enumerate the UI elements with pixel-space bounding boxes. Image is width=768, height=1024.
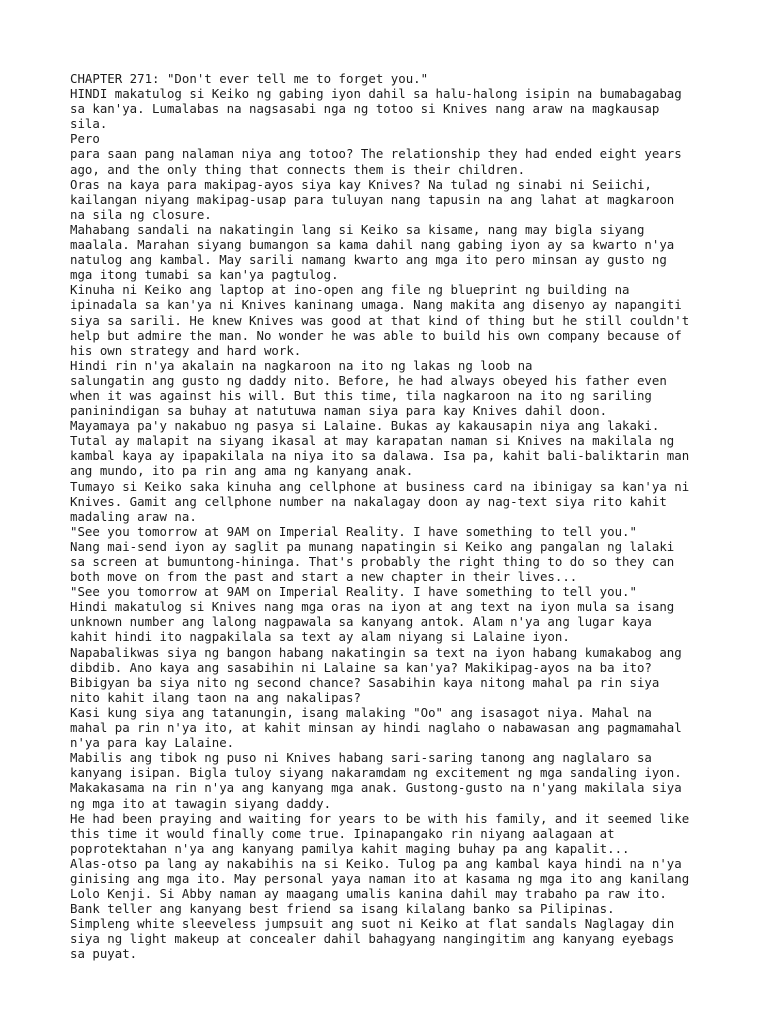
text-line: ago, and the only thing that connects them is their children. — [70, 161, 526, 177]
text-line: madaling araw na. — [70, 508, 197, 524]
text-line: Mayamaya pa'y nakabuo ng pasya si Lalaine. Bukas ay kakausapin niya ang lakaki. — [70, 418, 660, 434]
text-line: mahal pa rin n'ya ito, at kahit minsan ay hindi naglaho o nabawasan ang pagmamahal — [70, 720, 682, 736]
text-line: siya ng light makeup at concealer dahil bahagyang nangingitim ang kanyang eyebags — [70, 931, 675, 947]
text-line: salungatin ang gusto ng daddy nito. Before, he had always obeyed his father even — [70, 372, 667, 388]
text-line: n'ya para kay Lalaine. — [70, 735, 235, 751]
text-line: Tutal ay malapit na siyang ikasal at may karapatan naman si Knives na makilala ng — [70, 433, 675, 449]
text-line: ginising ang mga ito. May personal yaya naman ito at kasama ng mga ito ang kanilang — [70, 870, 690, 886]
text-line: both move on from the past and start a new chapter in their lives... — [70, 569, 578, 585]
text-line: paninindigan sa buhay at natutuwa naman siya para kay Knives dahil doon. — [70, 403, 608, 419]
text-line: ng mga ito at tawagin siyang daddy. — [70, 795, 332, 811]
text-line: Pero — [70, 131, 100, 147]
text-line: Nang mai-send iyon ay saglit pa munang napatingin si Keiko ang pangalan ng lalaki — [70, 538, 675, 554]
text-line: kailangan niyang makipag-usap para tuluyan nang tapusin na ang lahat at magkaroon — [70, 191, 675, 207]
text-line: kanyang isipan. Bigla tuloy siyang nakaramdam ng excitement ng mga sandaling iyon. — [70, 765, 682, 781]
text-line: ipinadala sa kan'ya ni Knives kaninang umaga. Nang makita ang disenyo ay napangiti — [70, 297, 682, 313]
text-line: maalala. Marahan siyang bumangon sa kama dahil nang gabing iyon ay sa kwarto n'ya — [70, 237, 675, 253]
text-line: Mahabang sandali na nakatingin lang si Keiko sa kisame, nang may bigla siyang — [70, 221, 645, 237]
text-line: Tumayo si Keiko saka kinuha ang cellphone at business card na ibinigay sa kan'ya ni — [70, 478, 690, 494]
text-line: "See you tomorrow at 9AM on Imperial Reality. I have something to tell you." — [70, 523, 637, 539]
text-line: Kasi kung siya ang tatanungin, isang malaking "Oo" ang isasagot niya. Mahal na — [70, 704, 652, 720]
text-line: Knives. Gamit ang cellphone number na nakalagay doon ay nag-text siya rito kahit — [70, 493, 667, 509]
text-line: Makakasama na rin n'ya ang kanyang mga anak. Gustong-gusto na n'yang makilala siya — [70, 780, 682, 796]
text-line: when it was against his will. But this time, tila nagkaroon na ito ng sariling — [70, 387, 652, 403]
text-line: Bibigyan ba siya nito ng second chance? Sasabihin kaya nitong mahal pa rin siya — [70, 674, 660, 690]
text-line: Bank teller ang kanyang best friend sa isang kilalang banko sa Pilipinas. — [70, 901, 615, 917]
text-line: Lolo Kenji. Si Abby naman ay maagang umalis kanina dahil may trabaho pa raw ito. — [70, 886, 667, 902]
text-line: He had been praying and waiting for years to be with his family, and it seemed like — [70, 810, 690, 826]
text-line: na sila ng closure. — [70, 206, 212, 222]
text-line: Hindi rin n'ya akalain na nagkaroon na ito ng lakas ng loob na — [70, 357, 533, 373]
text-line: Simpleng white sleeveless jumpsuit ang suot ni Keiko at flat sandals Naglagay din — [70, 916, 675, 932]
text-line: CHAPTER 271: "Don't ever tell me to forget you." — [70, 71, 429, 86]
text-line: Alas-otso pa lang ay nakabihis na si Keiko. Tulog pa ang kambal kaya hindi na n'ya — [70, 855, 682, 871]
text-line: Napabalikwas siya ng bangon habang nakatingin sa text na iyon habang kumakabog ang — [70, 644, 682, 660]
text-line: kambal kaya ay ipapakilala na niya ito sa dalawa. Isa pa, kahit bali-baliktarin man — [70, 448, 690, 464]
text-line: natulog ang kambal. May sarili namang kwarto ang mga ito pero minsan ay gusto ng — [70, 252, 667, 268]
text-line: Oras na kaya para makipag-ayos siya kay Knives? Na tulad ng sinabi ni Seiichi, — [70, 176, 652, 192]
text-line: kahit hindi ito nagpakilala sa text ay alam niyang si Lalaine iyon. — [70, 629, 570, 645]
text-line: sila. — [70, 116, 108, 132]
text-line: ang mundo, ito pa rin ang ama ng kanyang anak. — [70, 463, 414, 479]
text-line: Kinuha ni Keiko ang laptop at ino-open ang file ng blueprint ng building na — [70, 282, 630, 298]
text-line: para saan pang nalaman niya ang totoo? The relationship they had ended eight years — [70, 146, 682, 162]
text-line: "See you tomorrow at 9AM on Imperial Reality. I have something to tell you." — [70, 584, 637, 600]
text-line: siya sa sarili. He knew Knives was good at that kind of thing but he still couldn't — [70, 312, 690, 328]
text-line: HINDI makatulog si Keiko ng gabing iyon dahil sa halu-halong isipin na bumabagabag — [70, 86, 682, 102]
text-line: this time it would finally come true. Ipinapangako rin niyang aalagaan at — [70, 825, 615, 841]
text-line: dibdib. Ano kaya ang sasabihin ni Lalaine sa kan'ya? Makikipag-ayos na ba ito? — [70, 659, 652, 675]
document-page — [70, 71, 760, 962]
text-line: help but admire the man. No wonder he was able to build his own company because of — [70, 327, 682, 343]
text-line: his own strategy and hard work. — [70, 342, 302, 358]
text-line: Hindi makatulog si Knives nang mga oras na iyon at ang text na iyon mula sa isang — [70, 599, 675, 615]
text-line: mga itong tumabi sa kan'ya pagtulog. — [70, 267, 339, 283]
text-line: sa kan'ya. Lumalabas na nagsasabi nga ng totoo si Knives nang araw na magkausap — [70, 101, 660, 117]
text-line: Mabilis ang tibok ng puso ni Knives habang sari-saring tanong ang naglalaro sa — [70, 750, 652, 766]
text-line: nito kahit ilang taon na ang nakalipas? — [70, 689, 361, 705]
text-line: sa puyat. — [70, 946, 138, 962]
text-line: sa screen at bumuntong-hininga. That's probably the right thing to do so they can — [70, 554, 675, 569]
text-line: poprotektahan n'ya ang kanyang pamilya kahit maging buhay pa ang kapalit... — [70, 840, 630, 856]
text-line: unknown number ang lalong nagpawala sa kanyang antok. Alam n'ya ang lugar kaya — [70, 614, 652, 630]
